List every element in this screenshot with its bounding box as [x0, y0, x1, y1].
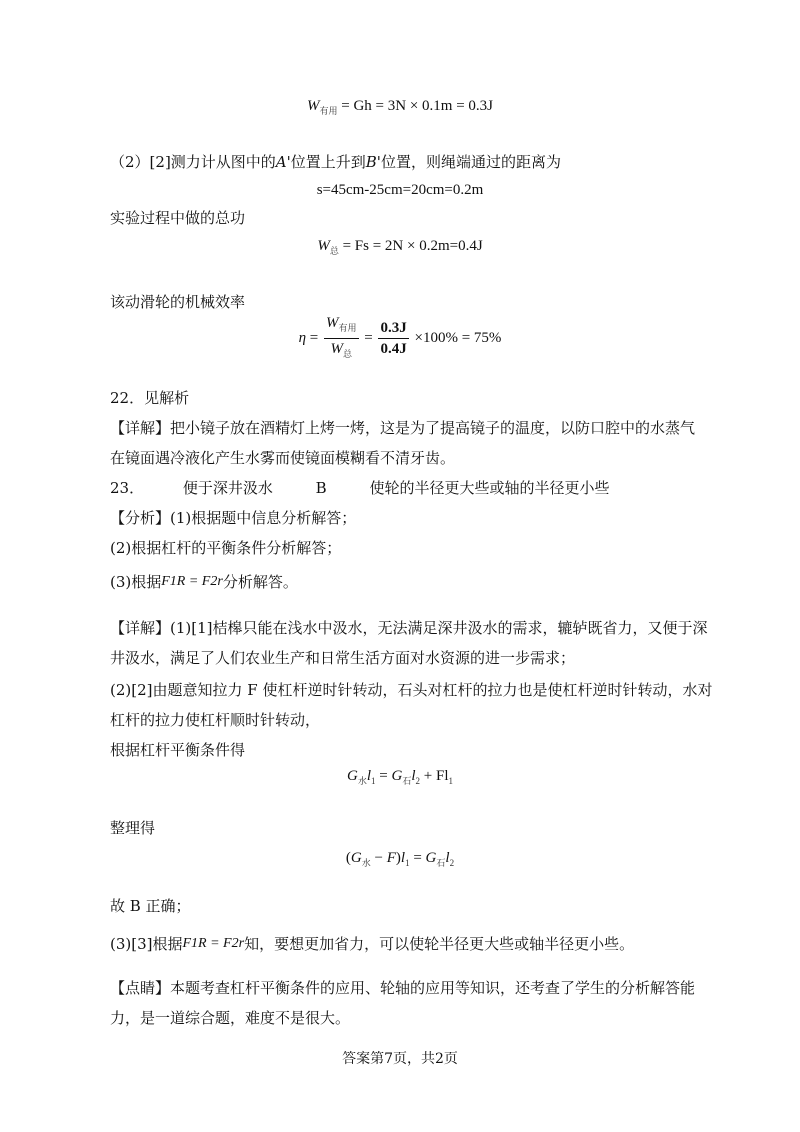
efficiency-formula: η = $\frac{W_{有用}}{W_总}$ = $\frac{0.3J}{0.4J}$ ×100% = 75% [0, 314, 800, 363]
eta-work-fraction: $\frac{W_{有用}}{W_总}$ [326, 315, 357, 359]
q22-detail-line2: 在镜面遇冷液化产生水雾而使镜面模糊看不清牙齿。 [110, 449, 456, 467]
q23-answer: 23． 便于深井汲水 B 使轮的半径更大些或轴的半径更小些 [110, 479, 610, 497]
q22-detail-line1: 【详解】把小镜子放在酒精灯上烤一烤，这是为了提高镜子的温度，以防口腔中的水蒸气 [110, 419, 696, 437]
useful-work-formula: $W_{有用} = Gh = 3N \times 0.1m = 0.3J$ [306, 98, 494, 116]
detail-line1: 【详解】(1)[1]桔槔只能在浅水中汲水，无法满足深井汲水的需求，辘轳既省力，又便于深 [110, 619, 708, 637]
detail-line4: 杠杆的拉力使杠杆顺时针转动， [110, 711, 321, 729]
comment-line2: 力，是一道综合题，难度不是很大。 [110, 1009, 351, 1027]
arrange-text: 整理得 [110, 819, 156, 837]
analysis-line2: (2)根据杠杆的平衡条件分析解答； [110, 539, 342, 557]
detail-line6: (3)[3]根据F1R = F2r知，要想更加省力，可以使轮半径更大些或轴半径更小些。 [110, 935, 635, 953]
analysis-line1: 【分析】(1)根据题中信息分析解答； [110, 509, 357, 527]
distance-formula: s=45cm-25cm=20cm=0.2m [316, 182, 484, 198]
arranged-formula: $(G_水 - F)l_1 = G_石l_2$ [345, 850, 455, 868]
comment-line1: 【点睛】本题考查杠杆平衡条件的应用、轮轴的应用等知识，还考查了学生的分析解答能 [110, 979, 696, 997]
moment-formula-inline: F1R = F2r [161, 574, 223, 589]
part2-intro: （2）[2]测力计从图中的A'位置上升到B'位置，则绳端通过的距离为 [110, 153, 561, 171]
detail-line3: (2)[2]由题意知拉力 F 使杠杆逆时针转动，石头对杠杆的拉力也是使杠杆逆时针转动，水对 [110, 681, 713, 699]
q22-answer: 22．见解析 [110, 389, 190, 407]
detail-line2: 井汲水，满足了人们农业生产和日常生活方面对水资源的进一步需求； [110, 649, 576, 667]
efficiency-text: 该动滑轮的机械效率 [110, 293, 246, 311]
analysis-line3: (3)根据F1R = F2r分析解答。 [110, 573, 298, 591]
detail-line5: 根据杠杆平衡条件得 [110, 741, 246, 759]
b-correct: 故 B 正确； [110, 897, 191, 915]
balance-formula: $G_水l_1 = G_石l_2 + Fl_1$ [346, 768, 453, 786]
eta-value-fraction: $\frac{0.3J}{0.4J}$ [380, 320, 407, 357]
total-work-formula: $W_总 = Fs = 2N \times 0.2m=0.4J$ [317, 238, 483, 256]
moment-formula-inline-2: F1R = F2r [182, 936, 245, 951]
total-work-text: 实验过程中做的总功 [110, 209, 246, 227]
page-footer: 答案第7页，共2页 [342, 1051, 458, 1067]
